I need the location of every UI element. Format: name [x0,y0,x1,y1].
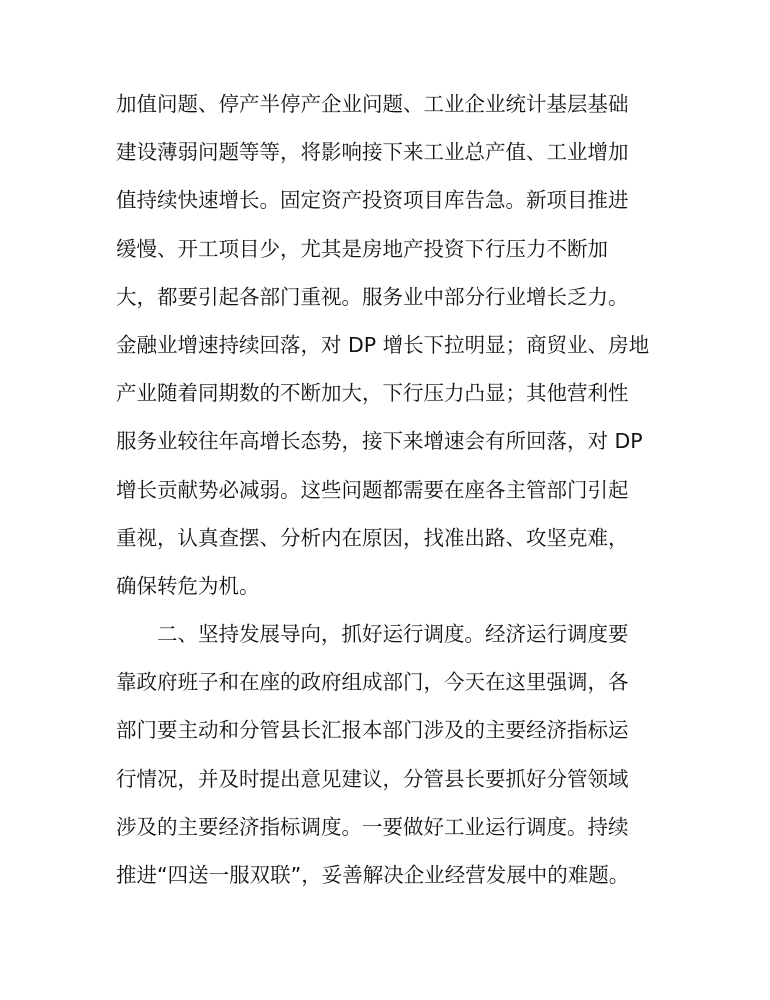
text-line: 建设薄弱问题等等，将影响接下来工业总产值、工业增加 [116,140,629,165]
text-line: 加值问题、停产半停产企业问题、工业企业统计基层基础 [116,92,629,116]
text-line: 金融业增速持续回落，对 DP 增长下拉明显；商贸业、房地 [116,332,650,357]
text-line: 推进“四送一服双联”，妥善解决企业经营发展中的难题。 [116,863,630,887]
text-line: 大，都要引起各部门重视。服务业中部分行业增长乏力。 [116,284,629,309]
text-line: 靠政府班子和在座的政府组成部门，今天在这里强调，各 [116,670,629,695]
text-line: 确保转危为机。 [116,573,260,598]
paragraph-heading-line: 二、坚持发展导向，抓好运行调度。经济运行调度要 [157,622,629,647]
text-line: 服务业较往年高增长态势，接下来增速会有所回落，对 DP [116,429,643,454]
text-line: 部门要主动和分管县长汇报本部门涉及的主要经济指标运 [116,718,629,743]
text-line: 重视，认真查摆、分析内在原因，找准出路、攻坚克难， [116,525,629,550]
text-line: 增长贡献势必减弱。这些问题都需要在座各主管部门引起 [116,477,629,502]
text-line: 涉及的主要经济指标调度。一要做好工业运行调度。持续 [116,814,629,839]
text-line: 缓慢、开工项目少，尤其是房地产投资下行压力不断加 [116,236,608,261]
text-line: 行情况，并及时提出意见建议，分管县长要抓好分管领域 [116,766,629,791]
text-line: 值持续快速增长。固定资产投资项目库告急。新项目推进 [116,188,629,213]
text-line: 产业随着同期数的不断加大，下行压力凸显；其他营利性 [116,381,629,406]
body-text [116,80,676,899]
